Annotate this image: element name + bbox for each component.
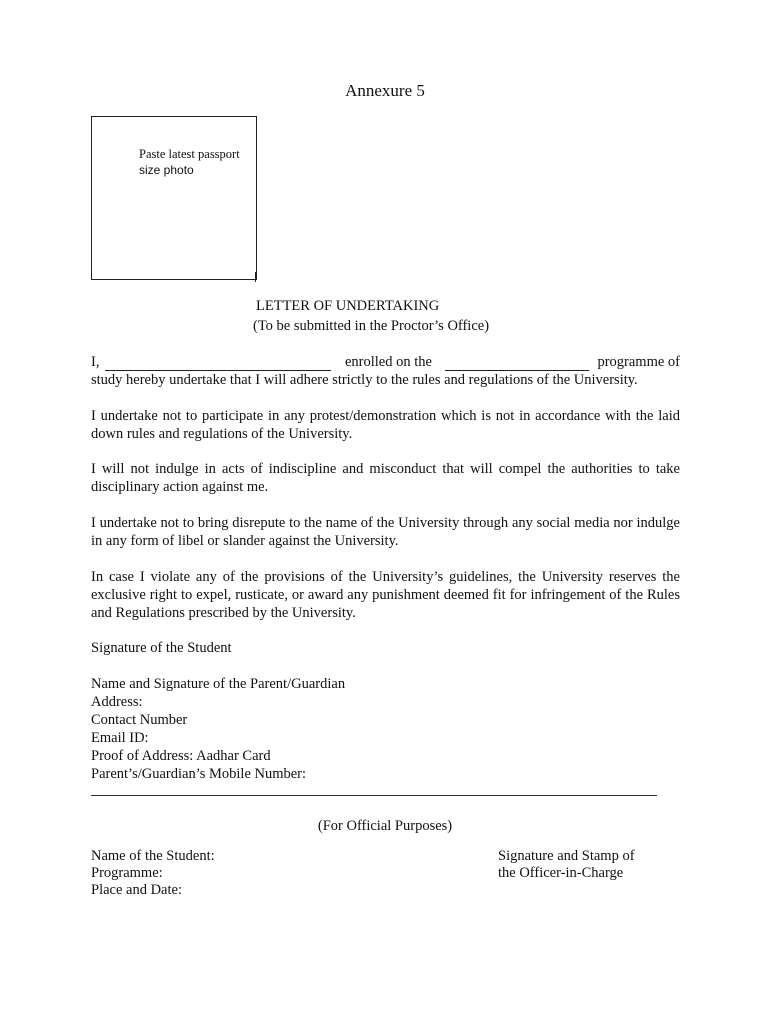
photo-instruction: [139, 146, 259, 178]
official-purposes-label: (For Official Purposes): [317, 818, 453, 834]
annexure-label: Annexure 5: [345, 81, 425, 100]
passport-photo-box: [91, 116, 257, 280]
guardian-proof-label: Proof of Address: Aadhar Card: [91, 748, 271, 764]
undertaking-paragraph-4: I undertake not to bring disrepute to the name of the University through any social media nor indulge in any form of libel or slander against the University.: [91, 515, 680, 549]
photo-instruction-line1: Paste latest passport: [139, 147, 240, 161]
official-purposes-heading: [0, 818, 770, 835]
undertaking-paragraph-2: I undertake not to participate in any protest/demonstration which is not in accordance with the laid down rules and regulations of the University.: [91, 408, 680, 442]
letter-title: LETTER OF UNDERTAKING: [256, 298, 440, 314]
official-programme-label: Programme:: [91, 865, 163, 881]
pronoun-i: I,: [91, 354, 100, 370]
official-left-block: [91, 848, 215, 899]
programme-of-text: programme of: [597, 354, 680, 370]
enrolled-on-text: enrolled on the: [344, 354, 432, 370]
guardian-mobile-label: Parent’s/Guardian’s Mobile Number:: [91, 766, 307, 782]
paragraph-1-line-1: [91, 353, 680, 371]
undertaking-paragraph-1: [91, 353, 680, 389]
guardian-contact-label: Contact Number: [91, 712, 188, 728]
photo-instruction-line2: size photo: [139, 163, 194, 177]
guardian-details: [91, 675, 345, 783]
officer-signature-stamp-label: Signature and Stamp of: [498, 848, 635, 864]
student-signature-label: Signature of the Student: [91, 640, 232, 656]
student-name-blank[interactable]: [105, 358, 331, 371]
paragraph-1-line-2: study hereby undertake that I will adhere strictly to the rules and regulations of the University.: [91, 372, 638, 388]
letter-subtitle: (To be submitted in the Proctor’s Office): [253, 318, 490, 334]
official-place-date-label: Place and Date:: [91, 882, 182, 898]
guardian-email-label: Email ID:: [91, 730, 149, 746]
official-right-block: [498, 848, 635, 882]
undertaking-paragraph-5: In case I violate any of the provisions of the University’s guidelines, the University reserves the exclusive right to expel, rusticate, or award any punishment deemed fit for infringement of the Rules and Regulations prescribed by the University.: [91, 569, 680, 621]
section-divider: [91, 795, 657, 796]
guardian-name-signature-label: Name and Signature of the Parent/Guardian: [91, 676, 346, 692]
photo-box-tick: [255, 272, 256, 282]
undertaking-paragraph-3: I will not indulge in acts of indiscipline and misconduct that will compel the authorities to take disciplinary action against me.: [91, 461, 680, 495]
officer-in-charge-label: the Officer-in-Charge: [498, 865, 624, 881]
annexure-heading: [0, 81, 770, 101]
guardian-address-label: Address:: [91, 694, 143, 710]
programme-blank[interactable]: [445, 358, 589, 371]
official-student-name-label: Name of the Student:: [91, 848, 215, 864]
